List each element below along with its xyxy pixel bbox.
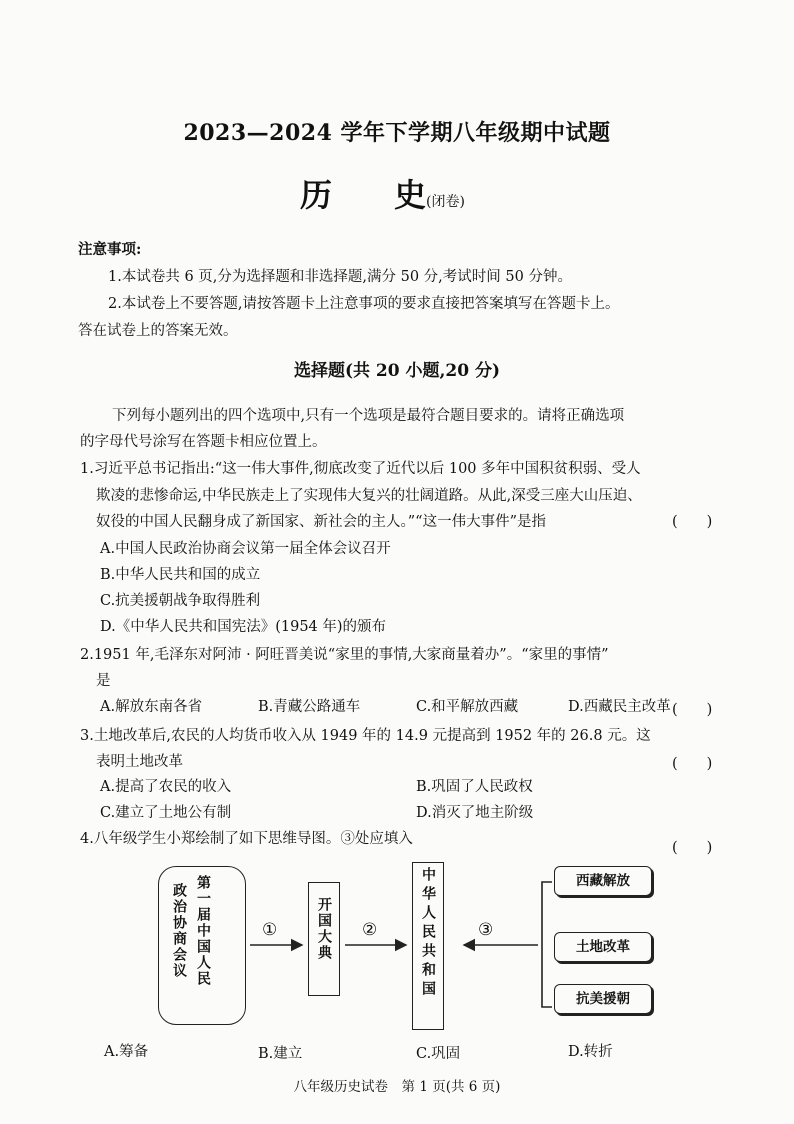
q1-stem-2: 欺凌的悲惨命运,中华民族走上了实现伟大复兴的壮阔道路。从此,深受三座大山压迫、 (96, 488, 642, 504)
q1-stem-1: 1.习近平总书记指出:“这一伟大事件,彻底改变了近代以后 100 多年中国积贫积弱、受人 (80, 461, 641, 477)
q4-option-b: B.建立 (258, 1046, 303, 1062)
q3-stem-1: 3.土地改革后,农民的人均货币收入从 1949 年的 14.9 元提高到 1952 年的 26.8 元。这 (80, 728, 651, 744)
q2-answer-paren: ( ) (672, 702, 713, 718)
q4-answer-paren: ( ) (672, 840, 713, 856)
map-box-cppcc-col2: 政治协商会议 (171, 883, 187, 979)
q4-option-a: A.筹备 (104, 1044, 149, 1060)
q1-option-b: B.中华人民共和国的成立 (100, 567, 261, 583)
map-box-cppcc-col1: 第一届中国人民 (195, 875, 211, 987)
q1-option-a: A.中国人民政治协商会议第一届全体会议召开 (100, 541, 391, 557)
q1-option-c: C.抗美援朝战争取得胜利 (100, 593, 261, 609)
q3-option-a: A.提高了农民的收入 (100, 779, 232, 795)
page-footer: 八年级历史试卷 第 1 页(共 6 页) (293, 1079, 501, 1095)
q2-option-a: A.解放东南各省 (100, 699, 203, 715)
q4-stem-1: 4.八年级学生小郑绘制了如下思维导图。③处应填入 (80, 831, 413, 847)
q1-stem-3: 奴役的中国人民翻身成了新国家、新社会的主人。”“这一伟大事件”是指 (96, 514, 546, 530)
subject-note: (闭卷) (426, 194, 465, 210)
q4-option-c: C.巩固 (416, 1046, 461, 1062)
q2-option-b: B.青藏公路通车 (258, 699, 361, 715)
notice-line-2: 2.本试卷上不要答题,请按答题卡上注意事项的要求直接把答案填写在答题卡上。 (108, 296, 620, 312)
arrow-3-label: ③ (478, 920, 494, 940)
section-intro-2: 的字母代号涂写在答题卡相应位置上。 (80, 434, 327, 450)
q2-option-c: C.和平解放西藏 (416, 699, 519, 715)
notice-line-3: 答在试卷上的答案无效。 (78, 323, 238, 339)
map-box-prc (412, 862, 444, 1030)
q3-answer-paren: ( ) (672, 756, 713, 772)
q1-option-d: D.《中华人民共和国宪法》(1954 年)的颁布 (100, 619, 387, 635)
q3-option-d: D.消灭了地主阶级 (416, 805, 534, 821)
map-box-founding (308, 882, 340, 996)
subject-char-1: 历 (300, 176, 333, 214)
map-item-land-reform: 土地改革 (554, 932, 652, 962)
map-item-korea: 抗美援朝 (554, 984, 652, 1014)
section-title: 选择题(共 20 小题,20 分) (293, 361, 501, 381)
map-box-cppcc (158, 866, 246, 1025)
q2-option-d: D.西藏民主改革 (568, 699, 671, 715)
arrow-2-label: ② (362, 920, 378, 940)
notice-heading: 注意事项: (78, 241, 142, 258)
subject-title (300, 170, 465, 216)
map-item-tibet: 西藏解放 (554, 866, 652, 896)
map-box-founding-text: 开国大典 (316, 897, 332, 961)
map-box-prc-text: 中华人民共和国 (420, 867, 436, 1000)
mind-map (150, 862, 670, 1032)
exam-title: 2023—2024 学年下学期八年级期中试题 (183, 120, 611, 146)
q4-option-d: D.转折 (568, 1044, 613, 1060)
notice-line-1: 1.本试卷共 6 页,分为选择题和非选择题,满分 50 分,考试时间 50 分钟。 (108, 269, 572, 285)
q3-option-b: B.巩固了人民政权 (416, 779, 533, 795)
bracket-line (542, 882, 552, 1007)
q2-stem-1: 2.1951 年,毛泽东对阿沛 · 阿旺晋美说“家里的事情,大家商量着办”。“家里的事情” (80, 647, 609, 663)
subject-char-2: 史 (394, 176, 427, 214)
q3-stem-2: 表明土地改革 (96, 754, 183, 770)
q2-stem-2: 是 (96, 673, 111, 689)
section-intro-1: 下列每小题列出的四个选项中,只有一个选项是最符合题目要求的。请将正确选项 (112, 408, 625, 424)
arrow-1-label: ① (262, 920, 278, 940)
q1-answer-paren: ( ) (672, 514, 713, 530)
q3-option-c: C.建立了土地公有制 (100, 805, 232, 821)
